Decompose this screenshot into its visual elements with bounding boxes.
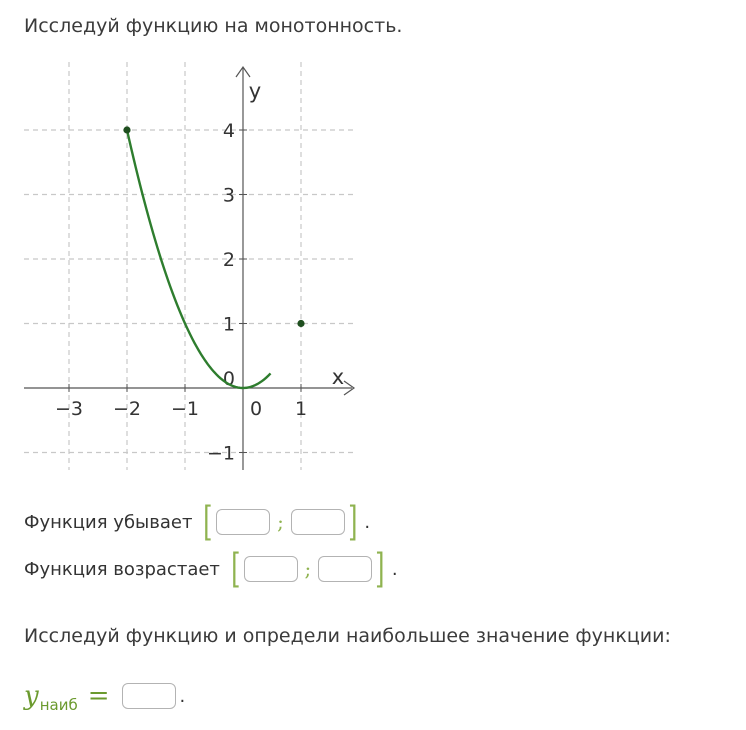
end-dot: .	[391, 558, 398, 580]
endpoint-dot	[123, 126, 130, 133]
y-tick-label: 1	[222, 313, 235, 336]
increasing-row	[24, 547, 398, 591]
open-bracket: [	[231, 546, 241, 592]
y-tick-label: 2	[222, 249, 235, 271]
decreasing-label: Функция убывает	[24, 511, 193, 533]
max-value-row	[24, 676, 185, 716]
y-tick-label: 0	[222, 368, 235, 390]
x-tick-label: 1	[294, 398, 308, 420]
close-bracket: ]	[375, 546, 385, 592]
y-tick-label: 4	[222, 120, 235, 142]
close-bracket: ]	[347, 499, 358, 545]
equals-sign: =	[87, 681, 110, 711]
end-dot: .	[364, 511, 371, 533]
y-variable: y	[24, 681, 39, 711]
decreasing-from-input[interactable]	[216, 509, 270, 535]
y-subscript: наиб	[39, 696, 78, 714]
decreasing-to-input[interactable]	[291, 509, 345, 535]
y-tick-label: 3	[222, 184, 235, 207]
x-tick-label: −1	[170, 398, 200, 420]
increasing-to-input[interactable]	[318, 556, 372, 582]
open-bracket: [	[203, 499, 213, 545]
separator: ;	[304, 557, 312, 581]
separator: ;	[277, 510, 284, 534]
task-title: Исследуй функцию на монотонность.	[24, 15, 403, 37]
increasing-from-input[interactable]	[244, 556, 298, 582]
x-tick-label: −2	[112, 398, 142, 420]
end-dot: .	[179, 685, 186, 707]
decreasing-row	[24, 500, 370, 544]
max-value-input[interactable]	[122, 683, 176, 709]
endpoint-dot	[297, 320, 304, 327]
y-axis-label: y	[248, 79, 262, 103]
task2-title: Исследуй функцию и определи наибольшее значение функции:	[24, 625, 671, 647]
x-tick-label: 0	[249, 398, 263, 420]
x-tick-label: −3	[54, 398, 84, 420]
x-axis-label: x	[331, 365, 345, 389]
increasing-label: Функция возрастает	[24, 558, 220, 580]
y-tick-label: −1	[206, 442, 235, 465]
